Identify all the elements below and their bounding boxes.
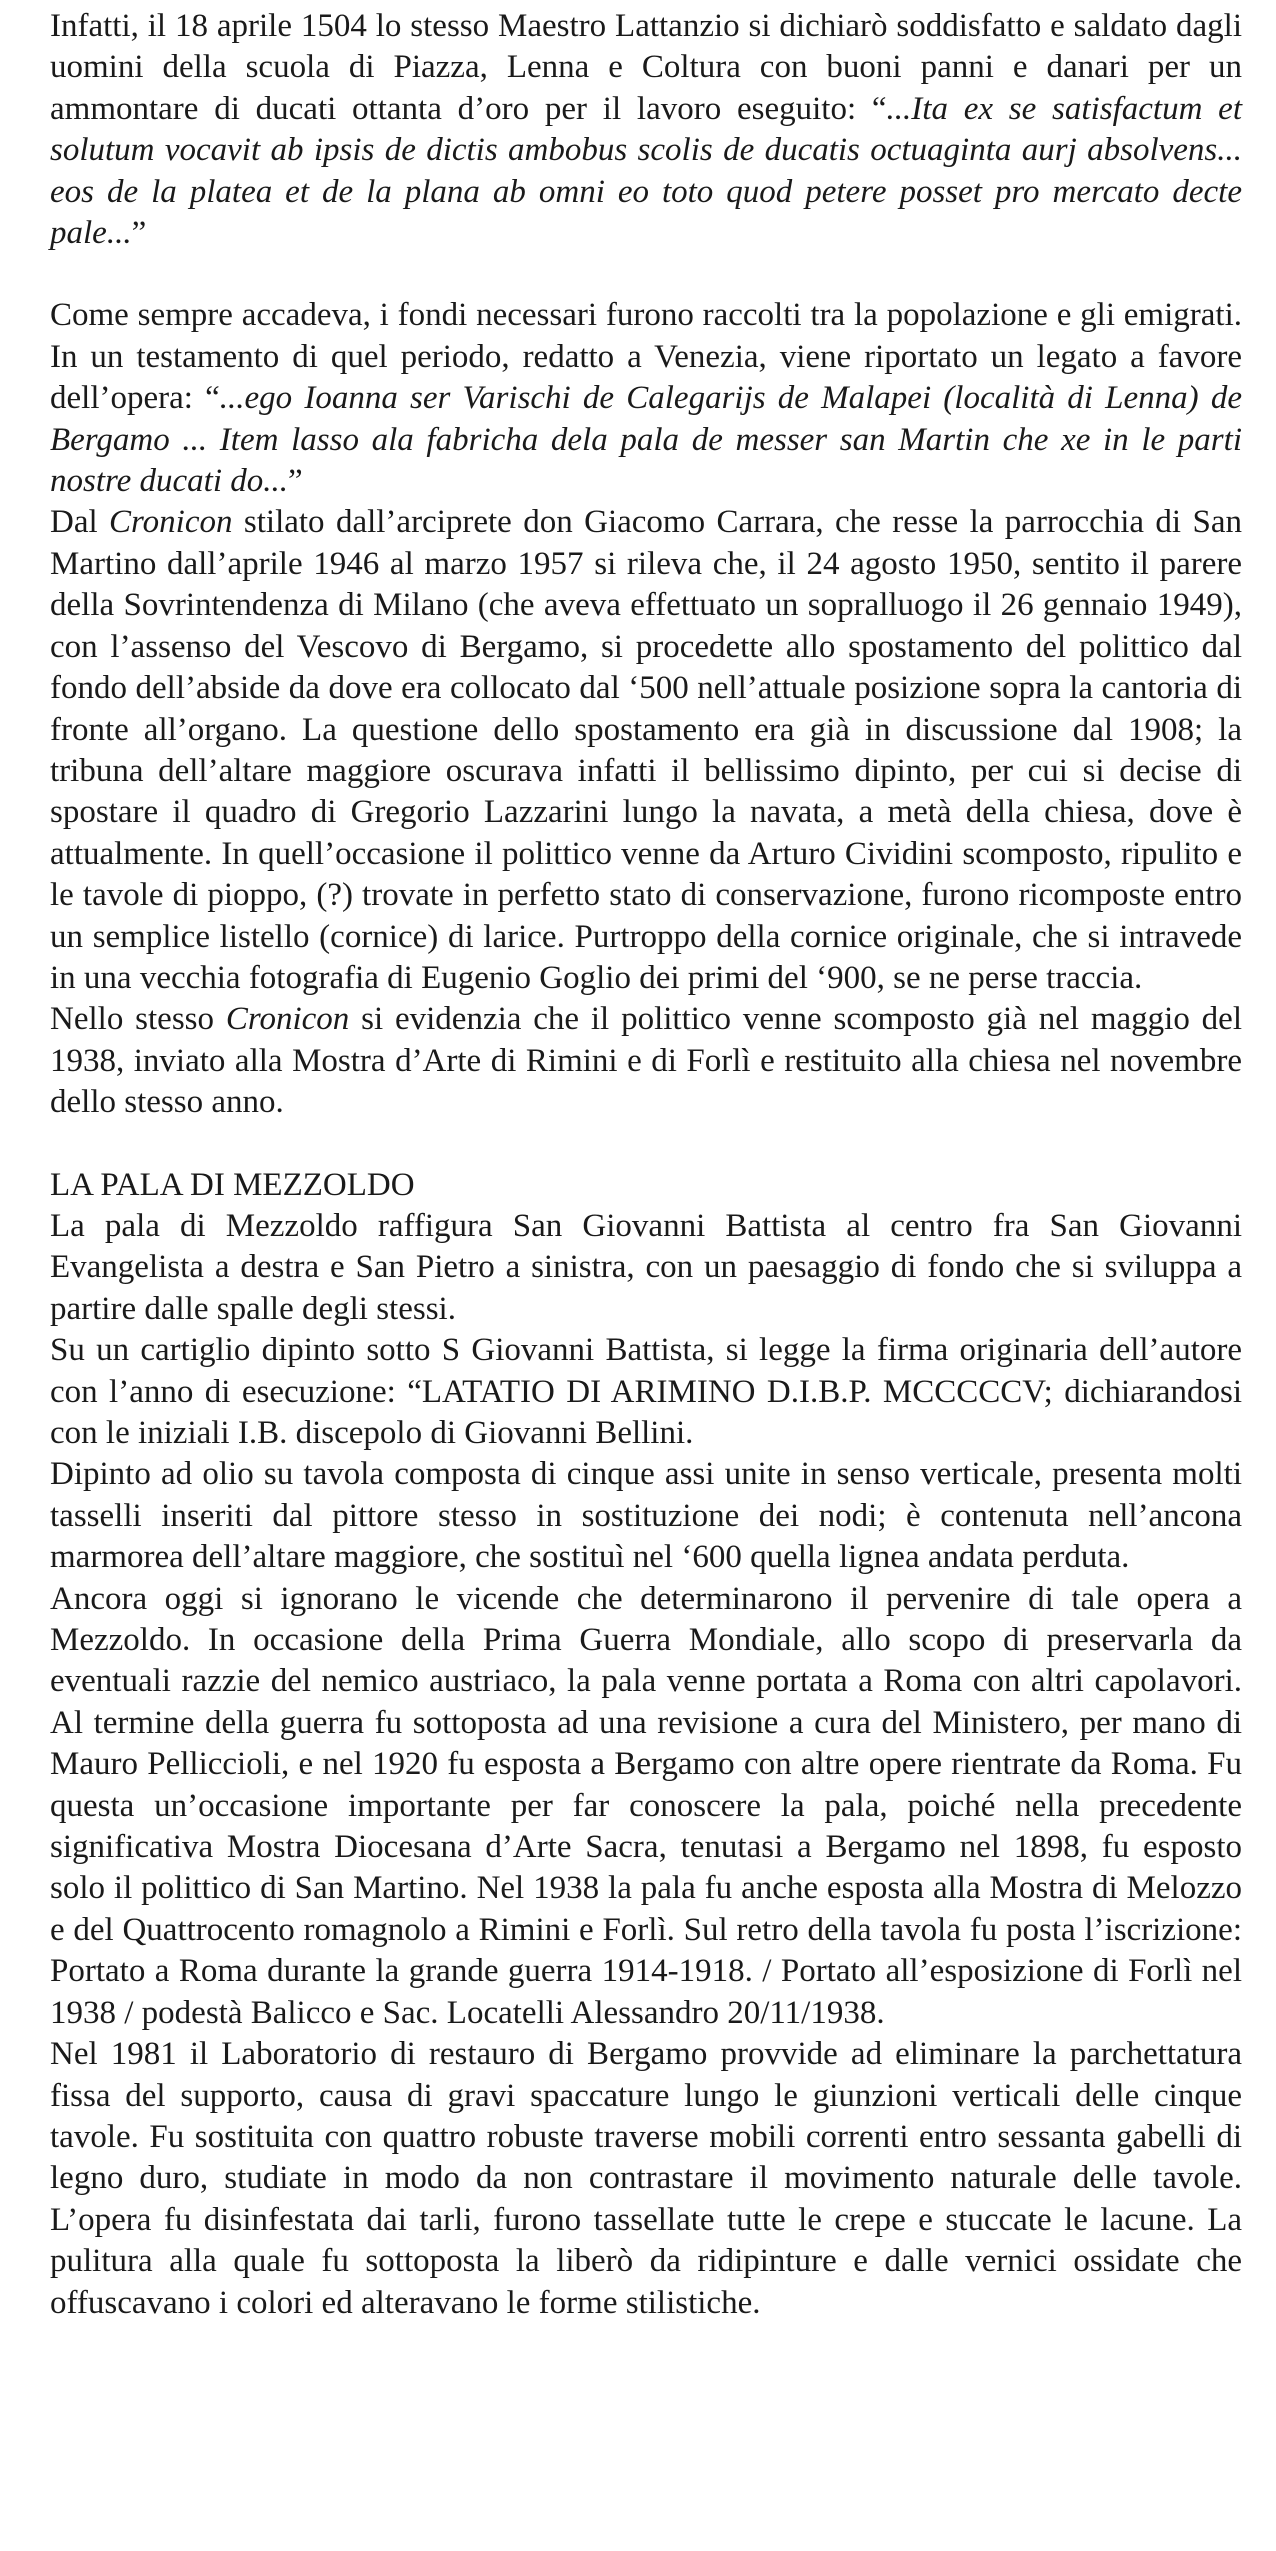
p3-span-1: Dal <box>50 504 110 541</box>
p1-span-2-latin-quote: ...Ita ex se satisfactum et solutum vocavit ab ipsis de dictis ambobus scolis de ducatis octuaginta aurj absolvens... eos de la platea et de la plana ab omni eo toto quod petere posset pro mercato decte pale... <box>50 90 1242 252</box>
document-page <box>50 6 1242 2324</box>
paragraph-9 <box>50 2034 1242 2324</box>
p8-span-1: Ancora oggi si ignorano le vicende che determinarono il pervenire di tale opera a Mezzoldo. In occasione della Prima Guerra Mondiale, allo scopo di preservarla da eventuali razzie del nemico austriaco, la pala venne portata a Roma con altri capolavori. Al termine della guerra fu sottoposta ad una revisione a cura del Ministero, per mano di Mauro Pelliccioli, e nel 1920 fu esposta a Bergamo con altre opere rientrate da Roma. Fu questa un’occasione importante per far conoscere la pala, poiché nella precedente significativa Mostra Diocesana d’Arte Sacra, tenutasi a Bergamo nel 1898, fu esposto solo il polittico di San Martino. Nel 1938 la pala fu anche esposta alla Mostra di Melozzo e del Quattrocento romagnolo a Rimini e Forlì. Sul retro della tavola fu posta l’iscrizione: Portato a Roma durante la grande guerra 1914-1918. / Portato all’esposizione di Forlì nel 1938 / podestà Balicco e Sac. Locatelli Alessandro 20/11/1938. <box>50 1580 1242 2031</box>
p1-span-1: Infatti, il 18 aprile 1504 lo stesso Maestro Lattanzio si dichiarò soddisfatto e saldato dagli uomini della scuola di Piazza, Lenna e Coltura con buoni panni e danari per un ammontare di ducati ottanta d’oro per il lavoro eseguito: “ <box>50 8 1242 127</box>
p1-span-3: ” <box>131 215 147 252</box>
paragraph-gap <box>50 1124 1242 1165</box>
p2-span-3: ” <box>288 463 303 500</box>
paragraph-7 <box>50 1454 1242 1578</box>
p2-span-1: Come sempre accadeva, i fondi necessari furono raccolti tra la popolazione e gli emigrati. In un testamento di quel periodo, redatto a Venezia, viene riportato un legato a favore dell’opera: “ <box>50 297 1242 417</box>
paragraph-gap <box>50 254 1242 295</box>
paragraph-4 <box>50 999 1242 1123</box>
paragraph-6 <box>50 1330 1242 1454</box>
p5-span-1: La pala di Mezzoldo raffigura San Giovanni Battista al centro fra San Giovanni Evangelista a destra e San Pietro a sinistra, con un paesaggio di fondo che si sviluppa a partire dalle spalle degli stessi. <box>50 1207 1242 1327</box>
p9-span-1: Nel 1981 il Laboratorio di restauro di Bergamo provvide ad eliminare la parchettatura fissa del supporto, causa di gravi spaccature lungo le giunzioni verticali delle cinque tavole. Fu sostituita con quattro robuste traverse mobili correnti entro sessanta gabelli di legno duro, studiate in modo da non contrastare il movimento naturale delle tavole. L’opera fu disinfestata dai tarli, furono tassellate tutte le crepe e stuccate le lacune. La pulitura alla quale fu sottoposta la liberò da ridipinture e dalle vernici ossidate che offuscavano i colori ed alteravano le forme stilistiche. <box>50 2036 1242 2321</box>
p3-span-3: stilato dall’arciprete don Giacomo Carrara, che resse la parrocchia di San Martino dall’aprile 1946 al marzo 1957 si rileva che, il 24 agosto 1950, sentito il parere della Sovrintendenza di Milano (che aveva effettuato un sopralluogo il 26 gennaio 1949), con l’assenso del Vescovo di Bergamo, si procedette allo spostamento del polittico dal fondo dell’abside da dove era collocato dal ‘500 nell’attuale posizione sopra la cantoria di fronte all’organo. La questione dello spostamento era già in discussione dal 1908; la tribuna dell’altare maggiore oscurava infatti il bellissimo dipinto, per cui si decise di spostare il quadro di Gregorio Lazzarini lungo la navata, a metà della chiesa, dove è attualmente. In quell’occasione il polittico venne da Arturo Cividini scomposto, ripulito e le tavole di pioppo, (?) trovate in perfetto stato di conservazione, furono ricomposte entro un semplice listello (cornice) di larice. Purtroppo della cornice originale, che si intravede in una vecchia fotografia di Eugenio Goglio dei primi del ‘900, se ne perse traccia. <box>50 504 1242 996</box>
p7-span-1: Dipinto ad olio su tavola composta di cinque assi unite in senso verticale, presenta molti tasselli inseriti dal pittore stesso in sostituzione dei nodi; è contenuta nell’ancona marmorea dell’altare maggiore, che sostituì nel ‘600 quella lignea andata perduta. <box>50 1456 1242 1576</box>
paragraph-5 <box>50 1206 1242 1330</box>
p4-span-3: si evidenzia che il polittico venne scomposto già nel maggio del 1938, inviato alla Mostra d’Arte di Rimini e di Forlì e restituito alla chiesa nel novembre dello stesso anno. <box>50 1001 1242 1121</box>
paragraph-1 <box>50 6 1242 254</box>
p6-span-1: Su un cartiglio dipinto sotto S Giovanni Battista, si legge la firma originaria dell’autore con l’anno di esecuzione: “LATATIO DI ARIMINO D.I.B.P. MCCCCCV; dichiarandosi con le iniziali I.B. discepolo di Giovanni Bellini. <box>50 1332 1242 1451</box>
p4-span-1: Nello stesso <box>50 1001 226 1038</box>
p3-span-2-cronicon: Cronicon <box>109 504 233 541</box>
section-heading: LA PALA DI MEZZOLDO <box>50 1166 415 1203</box>
paragraph-3 <box>50 502 1242 999</box>
paragraph-2 <box>50 295 1242 502</box>
p2-span-2-testament-quote: ...ego Ioanna ser Varischi de Calegarijs de Malapei (località di Lenna) de Bergamo ... Item lasso ala fabricha dela pala de messer san Martin che xe in le parti nostre ducati do... <box>50 380 1242 500</box>
p4-span-2-cronicon: Cronicon <box>225 1001 350 1038</box>
paragraph-8 <box>50 1579 1242 2034</box>
